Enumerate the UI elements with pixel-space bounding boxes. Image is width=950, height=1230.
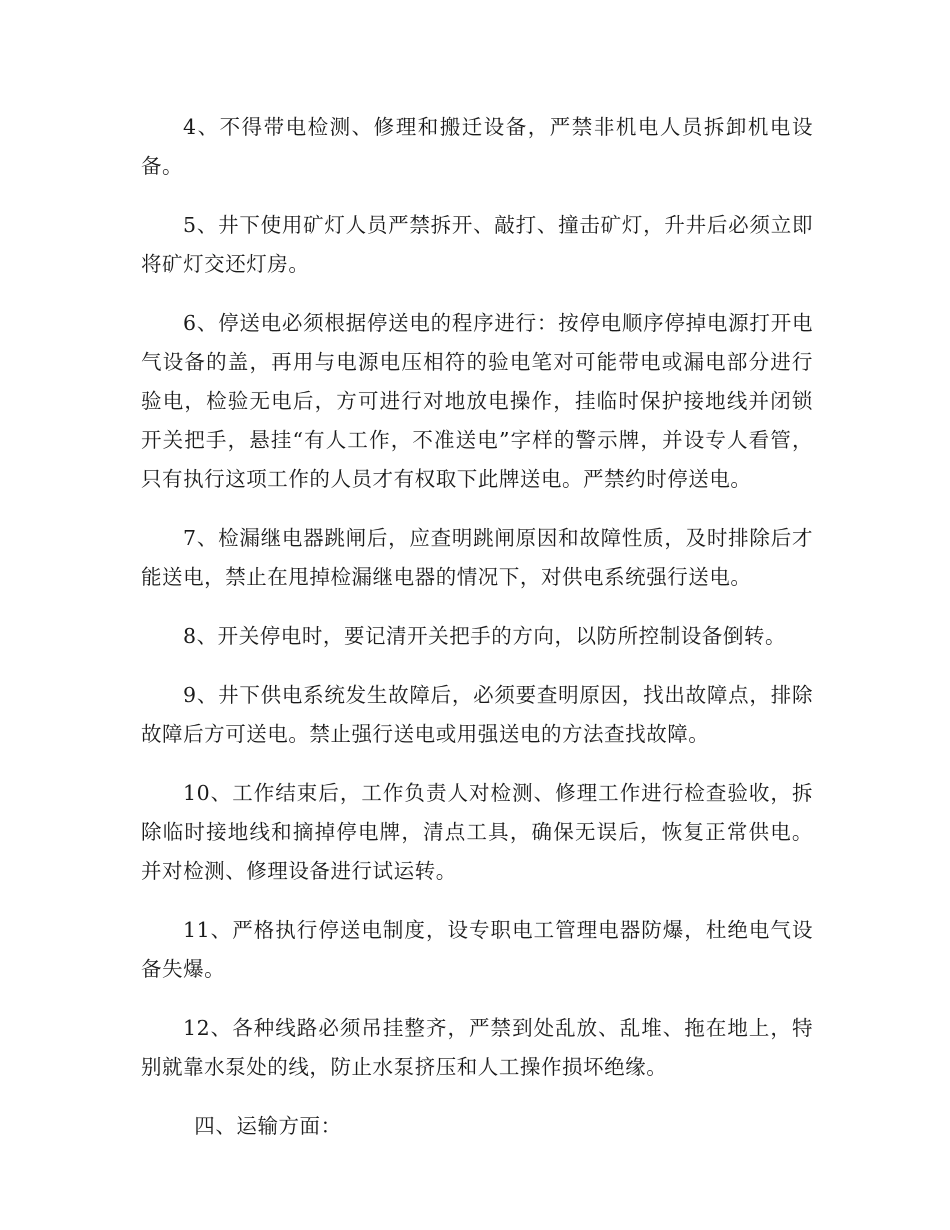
- paragraph-item-7: 7、检漏继电器跳闸后，应查明跳闸原因和故障性质，及时排除后才能送电，禁止在甩掉检漏继电器的情况下，对供电系统强行送电。: [141, 526, 813, 589]
- paragraph-item-5: 5、井下使用矿灯人员严禁拆开、敲打、撞击矿灯，升井后必须立即将矿灯交还灯房。: [141, 213, 813, 276]
- document-body: [141, 108, 813, 1166]
- paragraph-item-11: 11、严格执行停送电制度，设专职电工管理电器防爆，杜绝电气设备失爆。: [141, 918, 813, 981]
- paragraph-item-4: 4、不得带电检测、修理和搬迁设备，严禁非机电人员拆卸机电设备。: [141, 115, 813, 178]
- paragraph-item-8: 8、开关停电时，要记清开关把手的方向，以防所控制设备倒转。: [183, 624, 787, 648]
- paragraph-item-12: 12、各种线路必须吊挂整齐，严禁到处乱放、乱堆、拖在地上，特别就靠水泵处的线，防止水泵挤压和人工操作损坏绝缘。: [141, 1016, 813, 1079]
- paragraph-item-6: 6、停送电必须根据停送电的程序进行：按停电顺序停掉电源打开电气设备的盖，再用与电源电压相符的验电笔对可能带电或漏电部分进行验电，检验无电后，方可进行对地放电操作，挂临时保护接地线并闭锁开关把手，悬挂“有人工作，不准送电”字样的警示牌，并设专人看管，只有执行这项工作的人员才有权取下此牌送电。严禁约时停送电。: [141, 311, 813, 491]
- paragraph-item-9: 9、井下供电系统发生故障后，必须要查明原因，找出故障点，排除故障后方可送电。禁止强行送电或用强送电的方法查找故障。: [141, 683, 813, 746]
- paragraph-item-10: 10、工作结束后，工作负责人对检测、修理工作进行检查验收，拆除临时接地线和摘掉停电牌，清点工具，确保无误后，恢复正常供电。并对检测、修理设备进行试运转。: [141, 781, 813, 883]
- section-heading: 四、运输方面：: [194, 1114, 342, 1138]
